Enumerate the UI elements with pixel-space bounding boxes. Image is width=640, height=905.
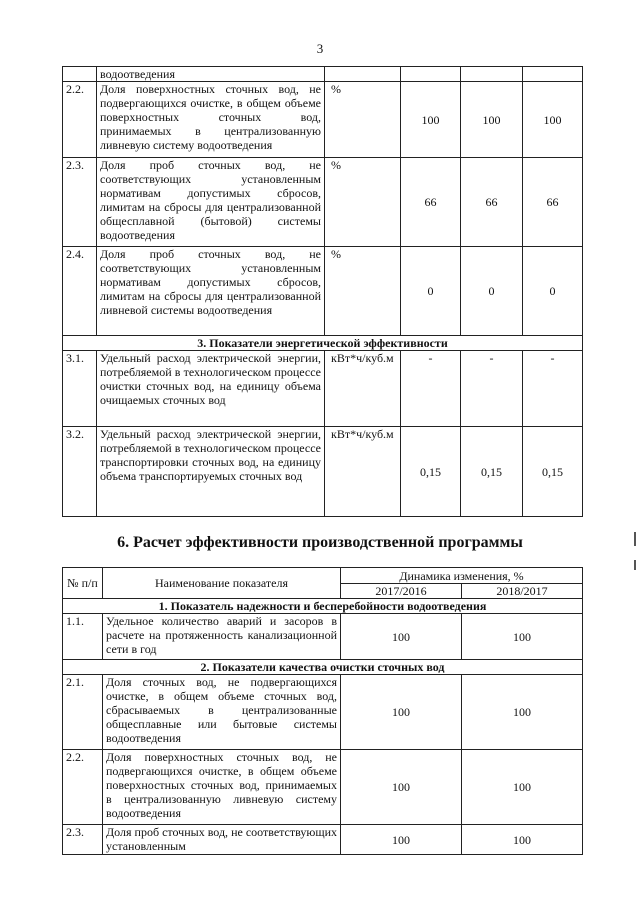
row-number: 2.3. — [63, 158, 97, 247]
row-description: Доля сточных вод, не подвергающихся очистке, в общем объеме сточных вод, сбрасываемых в централизованные общесплавные или бытовые системы водоотведения — [103, 675, 341, 750]
section-title: 2. Показатели качества очистки сточных вод — [63, 660, 583, 675]
table-row — [63, 675, 583, 750]
row-unit: % — [325, 82, 401, 158]
row-description: Удельный расход электрической энергии, потребляемой в технологическом процессе очистки сточных вод, на единицу объема очищаемых сточных вод — [97, 351, 325, 427]
row-description: Доля проб сточных вод, не соответствующих установленным нормативам допустимых сбросов, лимитам на сбросы для централизованной ливневой системы водоотведения — [97, 247, 325, 336]
section-row — [63, 660, 583, 675]
column-header-dynamics: Динамика изменения, % — [341, 568, 583, 584]
row-description: Удельное количество аварий и засоров в расчете на протяженность канализационной сети в год — [103, 614, 341, 660]
row-value: 100 — [341, 750, 462, 825]
row-value: 100 — [462, 614, 583, 660]
row-value: - — [401, 351, 461, 427]
row-unit: % — [325, 158, 401, 247]
row-number: 2.2. — [63, 82, 97, 158]
table-row — [63, 247, 583, 336]
row-description: водоотведения — [97, 67, 325, 82]
column-header-name: Наименование показателя — [103, 568, 341, 599]
section-title: 3. Показатели энергетической эффективности — [63, 336, 583, 351]
row-value: 66 — [523, 158, 583, 247]
row-value: 66 — [401, 158, 461, 247]
row-value: 100 — [462, 675, 583, 750]
row-value: 0,15 — [401, 427, 461, 517]
row-value: 0,15 — [523, 427, 583, 517]
row-value: 100 — [461, 82, 523, 158]
row-value: 100 — [523, 82, 583, 158]
page-number: 3 — [316, 41, 324, 56]
row-value: - — [461, 351, 523, 427]
efficiency-table — [62, 567, 583, 855]
row-description: Доля поверхностных сточных вод, не подвергающихся очистке, в общем объеме поверхностных сточных вод, принимаемых в централизованную ливневую систему водоотведения — [103, 750, 341, 825]
row-value: 0 — [401, 247, 461, 336]
row-number: 2.1. — [63, 675, 103, 750]
row-unit: кВт*ч/куб.м — [325, 427, 401, 517]
column-header-year: 2018/2017 — [462, 584, 583, 599]
table-row — [63, 82, 583, 158]
row-unit: % — [325, 247, 401, 336]
section-title: 1. Показатель надежности и бесперебойности водоотведения — [63, 599, 583, 614]
row-number: 2.4. — [63, 247, 97, 336]
table-row — [63, 614, 583, 660]
row-number: 3.1. — [63, 351, 97, 427]
row-value: 66 — [461, 158, 523, 247]
row-value: 100 — [341, 825, 462, 855]
row-value: 0 — [523, 247, 583, 336]
table-row — [63, 158, 583, 247]
scan-margin-mark — [634, 532, 636, 546]
row-value: - — [523, 351, 583, 427]
section-row — [63, 336, 583, 351]
row-number: 2.3. — [63, 825, 103, 855]
row-description: Доля поверхностных сточных вод, не подвергающихся очистке, в общем объеме поверхностных сточных вод, принимаемых в централизованную ливневую систему водоотведения — [97, 82, 325, 158]
table-row — [63, 427, 583, 517]
row-unit: кВт*ч/куб.м — [325, 351, 401, 427]
row-value: 100 — [341, 675, 462, 750]
indicators-table — [62, 66, 583, 517]
section-row — [63, 599, 583, 614]
row-value: 0 — [461, 247, 523, 336]
row-value: 100 — [341, 614, 462, 660]
row-description: Доля проб сточных вод, не соответствующих установленным нормативам допустимых сбросов, лимитам на сбросы для централизованной общесплавной (бытовой) системы водоотведения — [97, 158, 325, 247]
column-header-number: № п/п — [63, 568, 103, 599]
row-value: 100 — [401, 82, 461, 158]
table-row — [63, 351, 583, 427]
row-number: 3.2. — [63, 427, 97, 517]
table-row — [63, 750, 583, 825]
table-row — [63, 67, 583, 82]
table-row — [63, 825, 583, 855]
row-description: Доля проб сточных вод, не соответствующих установленным — [103, 825, 341, 855]
row-number: 1.1. — [63, 614, 103, 660]
row-description: Удельный расход электрической энергии, потребляемой в технологическом процессе транспортировки сточных вод, на единицу объема транспортируемых сточных вод — [97, 427, 325, 517]
header-row — [63, 568, 583, 584]
row-value: 100 — [462, 825, 583, 855]
row-value: 0,15 — [461, 427, 523, 517]
column-header-year: 2017/2016 — [341, 584, 462, 599]
section-heading: 6. Расчет эффективности производственной программы — [117, 534, 523, 551]
row-value: 100 — [462, 750, 583, 825]
row-number: 2.2. — [63, 750, 103, 825]
scan-margin-mark — [634, 560, 636, 570]
